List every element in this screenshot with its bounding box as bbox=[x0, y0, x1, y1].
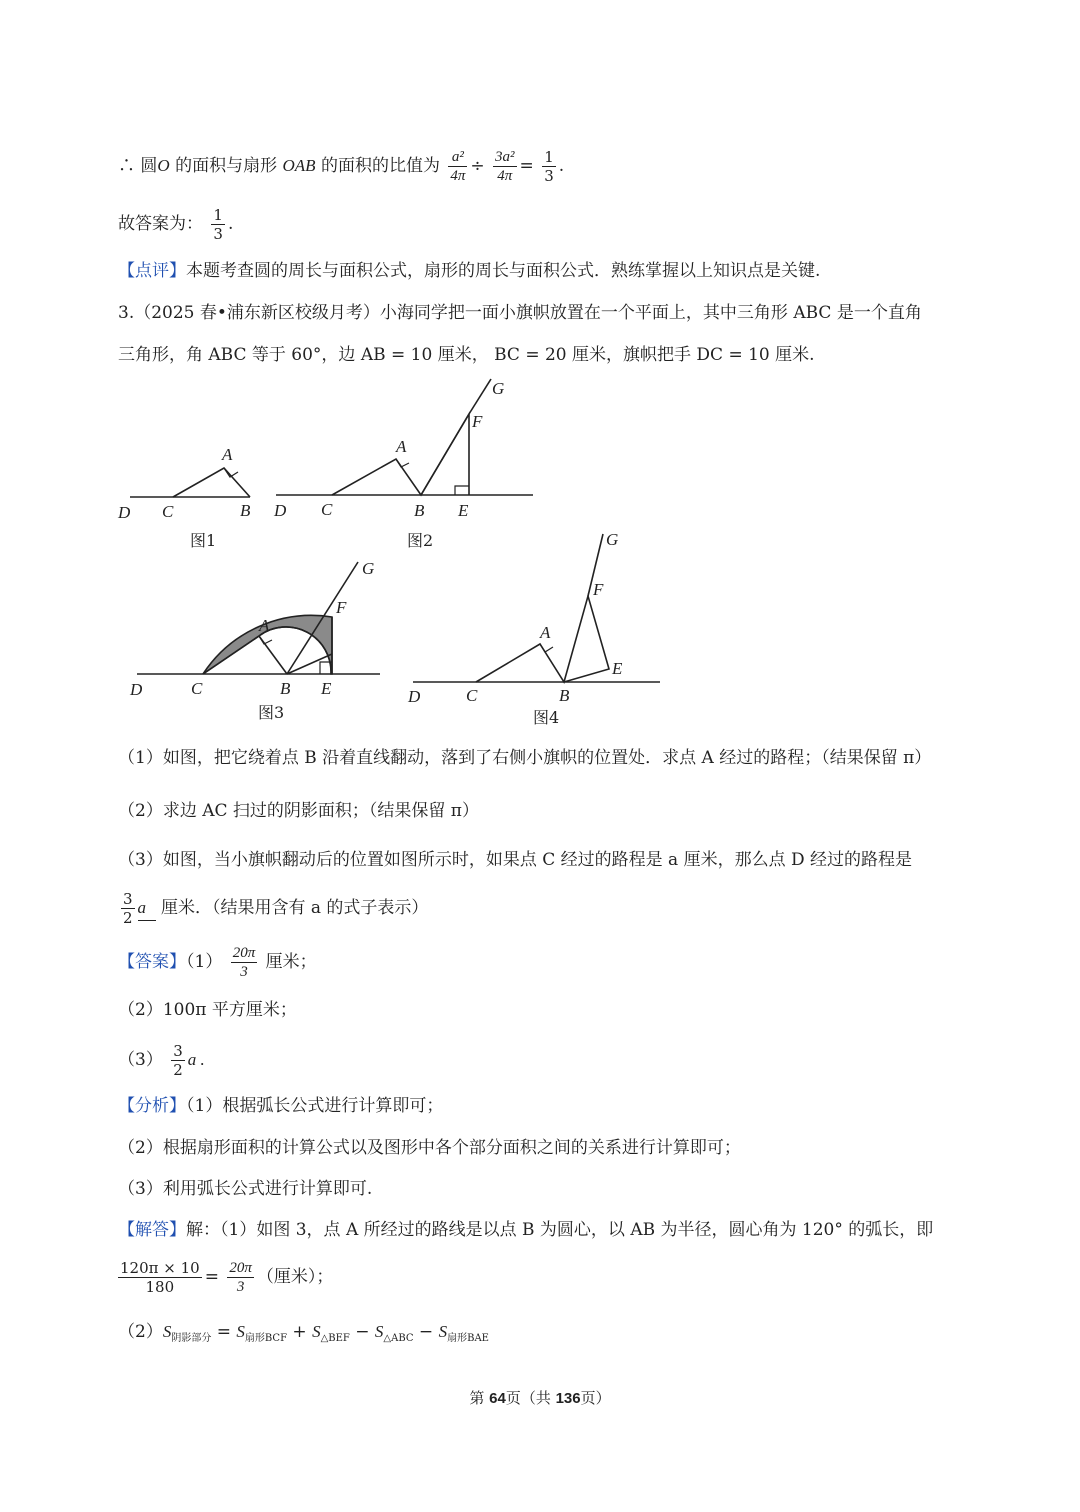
figure-4 bbox=[413, 534, 660, 682]
label-d: D bbox=[408, 687, 421, 706]
label-d: D bbox=[118, 503, 131, 522]
solution-1 bbox=[118, 1218, 933, 1242]
subquestion-3-cont bbox=[118, 890, 428, 927]
minus: − bbox=[349, 1322, 375, 1342]
text: （3） bbox=[118, 1050, 163, 1070]
text: a . bbox=[187, 1050, 205, 1069]
label-a: A bbox=[396, 437, 407, 456]
label-e: E bbox=[612, 659, 623, 678]
subscript: △ABC bbox=[383, 1333, 414, 1344]
label-a: A bbox=[540, 623, 551, 642]
text: 厘米； bbox=[260, 952, 317, 972]
label-a: A bbox=[222, 445, 233, 464]
answer-1 bbox=[118, 944, 317, 981]
subquestion-1: （1）如图，把它绕着点 B 沿着直线翻动，落到了右侧小旗帜的位置处．求点 A 经过的路程；（结果保留 π） bbox=[118, 748, 932, 768]
label-d: D bbox=[130, 680, 143, 699]
question-line-2: 三角形，角 ABC 等于 60°，边 AB = 10 厘米， BC = 20 厘米，旗帜把手 DC = 10 厘米. bbox=[118, 345, 815, 365]
var-s: S bbox=[236, 1322, 245, 1341]
analysis-1 bbox=[118, 1094, 443, 1118]
fraction: $\frac{120\pi \times 10}{180}$ bbox=[120, 1259, 200, 1296]
solution-2 bbox=[118, 1320, 489, 1351]
answer-line bbox=[118, 206, 233, 243]
label-d: D bbox=[274, 501, 287, 520]
figure-4-labels bbox=[407, 530, 623, 727]
equals: = bbox=[204, 1267, 219, 1287]
review-tag: 【点评】 bbox=[118, 261, 186, 281]
fraction: $\frac{3}{2}$ bbox=[123, 890, 133, 927]
label-c: C bbox=[162, 502, 174, 521]
equals: = bbox=[211, 1322, 237, 1342]
label-e: E bbox=[321, 679, 332, 698]
label-g: G bbox=[492, 379, 505, 398]
label-a: A bbox=[259, 616, 270, 635]
fraction: $\frac{\text{3a²}}{4\pi}$ bbox=[495, 149, 515, 184]
var-s: S bbox=[438, 1322, 448, 1341]
answer-2: （2）100π 平方厘米； bbox=[118, 1000, 297, 1020]
divide: ÷ bbox=[470, 156, 485, 176]
period: . bbox=[558, 156, 565, 176]
subscript: 扇形BCF bbox=[244, 1333, 288, 1344]
text: 的面积与扇形 bbox=[169, 156, 283, 176]
solution-formula bbox=[118, 1259, 333, 1296]
var-s: S bbox=[374, 1322, 384, 1341]
label-b: B bbox=[559, 686, 570, 705]
question-line-1: 3.（2025 春•浦东新区校级月考）小海同学把一面小旗帜放置在一个平面上，其中三角形 ABC 是一个直角 bbox=[118, 303, 922, 323]
subscript: 阴影部分 bbox=[171, 1333, 212, 1344]
page-footer bbox=[0, 1387, 1080, 1408]
page-number: 64 bbox=[489, 1390, 506, 1407]
ratio-line bbox=[118, 148, 564, 185]
analysis-3: （3）利用弧长公式进行计算即可. bbox=[118, 1179, 373, 1199]
label-c: C bbox=[466, 686, 478, 705]
text: 页（共 bbox=[505, 1389, 556, 1407]
text: 厘米．（结果用含有 a 的式子表示） bbox=[155, 898, 429, 918]
caption-fig1: 图1 bbox=[190, 531, 217, 550]
label-b: B bbox=[280, 679, 291, 698]
caption-fig4: 图4 bbox=[533, 708, 560, 727]
subscript: 扇形BAE bbox=[447, 1333, 489, 1344]
equals: = bbox=[519, 156, 534, 176]
period: . bbox=[227, 214, 234, 234]
plus: + bbox=[287, 1322, 313, 1342]
analysis-2: （2）根据扇形面积的计算公式以及图形中各个部分面积之间的关系进行计算即可； bbox=[118, 1138, 741, 1158]
label-g: G bbox=[606, 530, 619, 549]
answer-tag: 【答案】 bbox=[118, 952, 186, 972]
var-s: S bbox=[162, 1322, 172, 1341]
subquestion-2: （2）求边 AC 扫过的阴影面积；（结果保留 π） bbox=[118, 801, 479, 821]
label-f: F bbox=[336, 598, 347, 617]
fraction: $\frac{20\pi}{3}$ bbox=[232, 945, 256, 980]
solution-tag: 【解答】 bbox=[118, 1220, 186, 1240]
var-o: O bbox=[157, 156, 170, 175]
text: 的面积的比值为 bbox=[315, 156, 440, 176]
fraction: $\frac{\text{a²}}{4\pi}$ bbox=[450, 149, 466, 184]
review-text: 本题考查圆的周长与面积公式，扇形的周长与面积公式．熟练掌握以上知识点是关键. bbox=[186, 261, 821, 281]
var-a: a bbox=[137, 898, 147, 917]
text: 故答案为： bbox=[118, 214, 203, 234]
text: 页） bbox=[580, 1389, 611, 1407]
text: 第 bbox=[469, 1389, 490, 1407]
fraction: $\frac{1}{3}$ bbox=[213, 206, 223, 243]
subquestion-3: （3）如图，当小旗帜翻动后的位置如图所示时，如果点 C 经过的路程是 a 厘米，那么点 D 经过的路程是 bbox=[118, 850, 913, 870]
var-s: S bbox=[312, 1322, 321, 1341]
analysis-tag: 【分析】 bbox=[118, 1096, 186, 1116]
caption-fig2: 图2 bbox=[407, 531, 434, 550]
page-total: 136 bbox=[555, 1390, 581, 1407]
minus: − bbox=[413, 1322, 439, 1342]
text: ∴ 圆 bbox=[118, 156, 158, 176]
answer-3 bbox=[118, 1042, 205, 1079]
label-c: C bbox=[321, 500, 333, 519]
text: 解：（1）如图 3，点 A 所经过的路线是以点 B 为圆心，以 AB 为半径，圆心角为 120° 的弧长，即 bbox=[186, 1220, 934, 1240]
text: （2） bbox=[118, 1322, 163, 1342]
figures bbox=[0, 370, 1080, 740]
text: （1） bbox=[186, 952, 223, 972]
label-g: G bbox=[362, 559, 375, 578]
label-b: B bbox=[240, 501, 251, 520]
label-e: E bbox=[458, 501, 469, 520]
caption-fig3: 图3 bbox=[258, 703, 285, 722]
label-b: B bbox=[414, 501, 425, 520]
label-c: C bbox=[191, 679, 203, 698]
var-oab: OAB bbox=[282, 156, 316, 175]
fraction: $\frac{1}{3}$ bbox=[544, 148, 554, 185]
fraction: $\frac{3}{2}$ bbox=[173, 1042, 183, 1079]
review-line bbox=[118, 259, 820, 283]
label-f: F bbox=[593, 580, 604, 599]
figure-1 bbox=[130, 468, 250, 497]
label-f: F bbox=[472, 412, 483, 431]
subscript: △BEF bbox=[320, 1333, 350, 1344]
text: （1）根据弧长公式进行计算即可； bbox=[186, 1096, 444, 1116]
fraction: $\frac{20\pi}{3}$ bbox=[229, 1260, 252, 1295]
text: （厘米）； bbox=[256, 1267, 334, 1287]
